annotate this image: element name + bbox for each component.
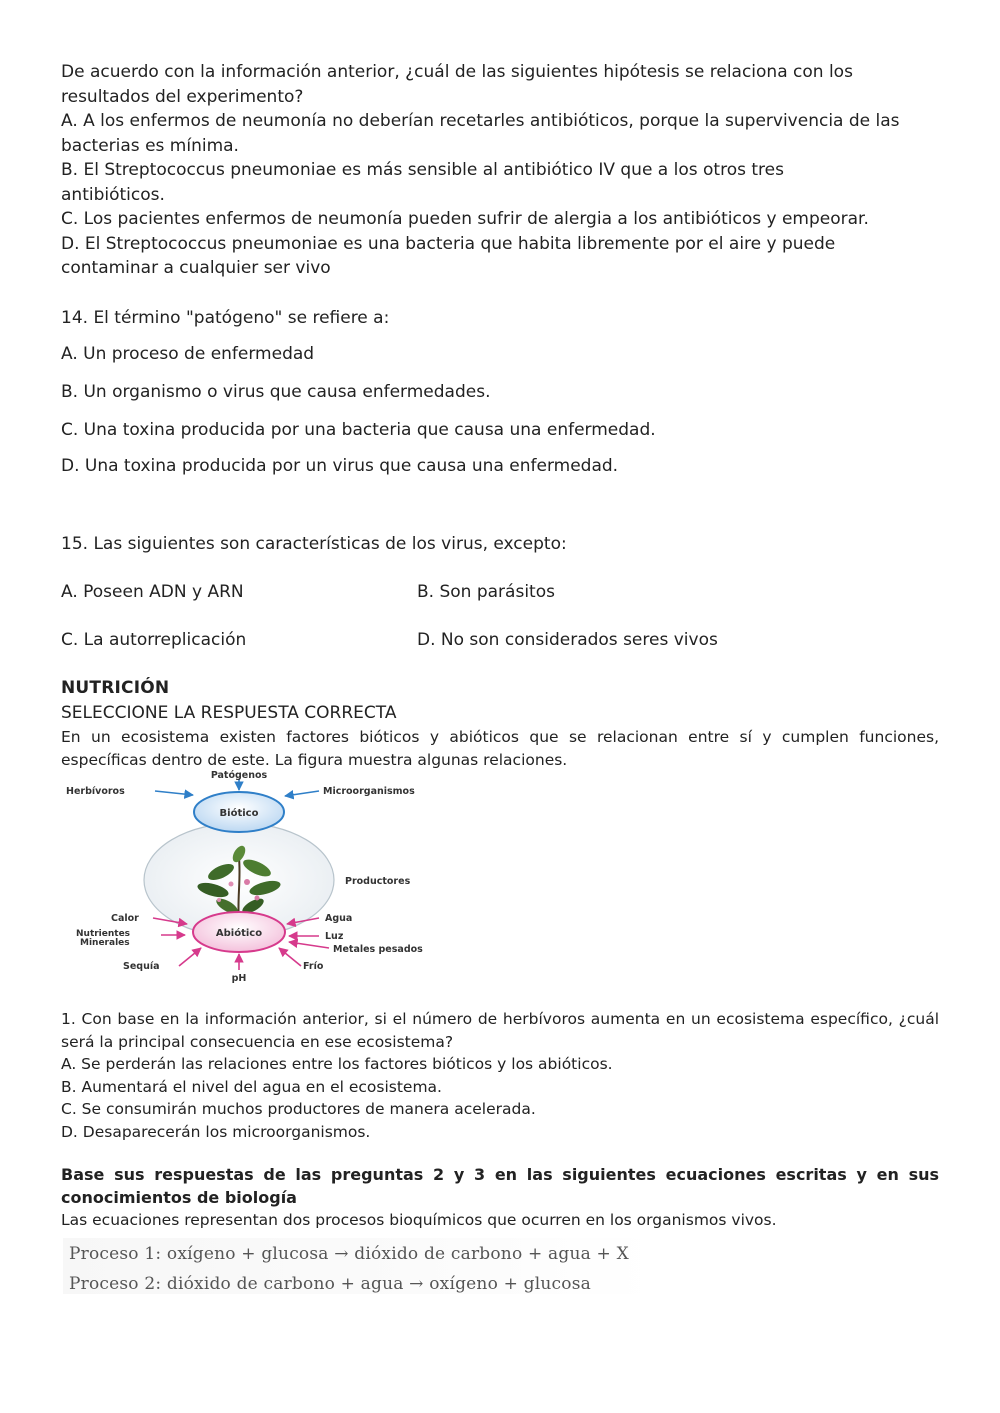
arrow-microorganismos — [285, 791, 319, 796]
question-1-option-b: B. Aumentará el nivel del agua en el ecosistema. — [61, 1077, 442, 1096]
section-intro: En un ecosistema existen factores bióticos y abióticos que se relacionan entre sí y cumplen funciones, específicas dentro de este. La figura muestra algunas relaciones. — [61, 728, 939, 769]
question-14-option-a: A. Un proceso de enfermedad — [61, 344, 315, 364]
section-subtitle: SELECCIONE LA RESPUESTA CORRECTA — [61, 703, 397, 723]
question-15-stem: 15. Las siguientes son características de los virus, excepto: — [61, 534, 567, 554]
question-1-option-a: A. Se perderán las relaciones entre los factores bióticos y los abióticos. — [61, 1055, 613, 1073]
question-1-stem: 1. Con base en la información anterior, si el número de herbívoros aumenta en un ecosistema específico, ¿cuál será la principal consecuencia en ese ecosistema? — [61, 1010, 939, 1051]
question-14 — [61, 306, 939, 331]
question-15-option-b: B. Son parásitos — [417, 582, 555, 602]
label-productores: Productores — [345, 876, 411, 887]
abiotic-label: Abiótico — [215, 928, 263, 939]
label-patogenos: Patógenos — [210, 770, 268, 781]
label-agua: Agua — [325, 913, 353, 924]
label-herbivoros: Herbívoros — [66, 786, 125, 797]
biotic-label: Biótico — [219, 808, 259, 819]
equation-proceso-1: Proceso 1: oxígeno + glucosa → dióxido de carbono + agua + X — [69, 1244, 629, 1264]
question-15-row-2 — [61, 628, 718, 653]
section-title-nutricion: NUTRICIÓN — [61, 678, 170, 698]
question-14-stem: 14. El término "patógeno" se refiere a: — [61, 308, 390, 328]
label-ph: pH — [231, 973, 247, 984]
question-1 — [61, 1008, 939, 1143]
equation-proceso-2: Proceso 2: dióxido de carbono + agua → oxígeno + glucosa — [69, 1274, 591, 1294]
arrow-metales — [289, 942, 329, 948]
label-metales: Metales pesados — [333, 944, 423, 955]
question-13 — [61, 60, 939, 281]
question-14-option-d: D. Una toxina producida por un virus que causa una enfermedad. — [61, 456, 619, 476]
equations-image — [63, 1238, 657, 1294]
label-microorganismos: Microorganismos — [323, 786, 415, 797]
question-1-option-d: D. Desaparecerán los microorganismos. — [61, 1122, 371, 1141]
label-calor: Calor — [111, 913, 139, 924]
question-15-option-a: A. Poseen ADN y ARN — [61, 582, 244, 602]
label-minerales: Minerales — [80, 938, 130, 948]
question-13-option-c: C. Los pacientes enfermos de neumonía pueden sufrir de alergia a los antibióticos y empeorar. — [61, 209, 869, 229]
question-13-stem: De acuerdo con la información anterior, ¿cuál de las siguientes hipótesis se relaciona con los resultados del experimento? — [61, 62, 853, 107]
question-1-option-c: C. Se consumirán muchos productores de manera acelerada. — [61, 1100, 536, 1118]
label-luz: Luz — [325, 931, 344, 942]
question-13-option-b: B. El Streptococcus pneumoniae es más sensible al antibiótico IV que a los otros tres antibióticos. — [61, 160, 784, 205]
arrow-frio — [279, 948, 301, 966]
arrow-herbivoros — [155, 791, 193, 795]
label-sequia: Sequía — [123, 961, 160, 972]
arrow-sequia — [179, 948, 201, 966]
question-15-option-d: D. No son considerados seres vivos — [417, 630, 718, 650]
question-15-option-c: C. La autorreplicación — [61, 630, 247, 650]
label-nutrientes: Nutrientes — [76, 929, 131, 939]
question-13-option-d: D. El Streptococcus pneumoniae es una bacteria que habita libremente por el aire y puede contaminar a cualquier ser vivo — [61, 233, 836, 278]
question-14-option-b: B. Un organismo o virus que causa enfermedades. — [61, 382, 491, 402]
equations-intro: Las ecuaciones representan dos procesos bioquímicos que ocurren en los organismos vivos. — [61, 1211, 777, 1229]
label-frio: Frío — [303, 961, 324, 972]
equations-heading: Base sus respuestas de las preguntas 2 y 3 en las siguientes ecuaciones escritas y en sus conocimientos de biología — [61, 1165, 939, 1207]
question-14-option-c: C. Una toxina producida por una bacteria que causa una enfermedad. — [61, 420, 656, 440]
question-15-row-1 — [61, 580, 555, 605]
ecosystem-diagram — [61, 770, 467, 985]
question-13-option-a: A. A los enfermos de neumonía no deberían recetarles antibióticos, porque la supervivencia de las bacterias es mínima. — [61, 111, 900, 156]
